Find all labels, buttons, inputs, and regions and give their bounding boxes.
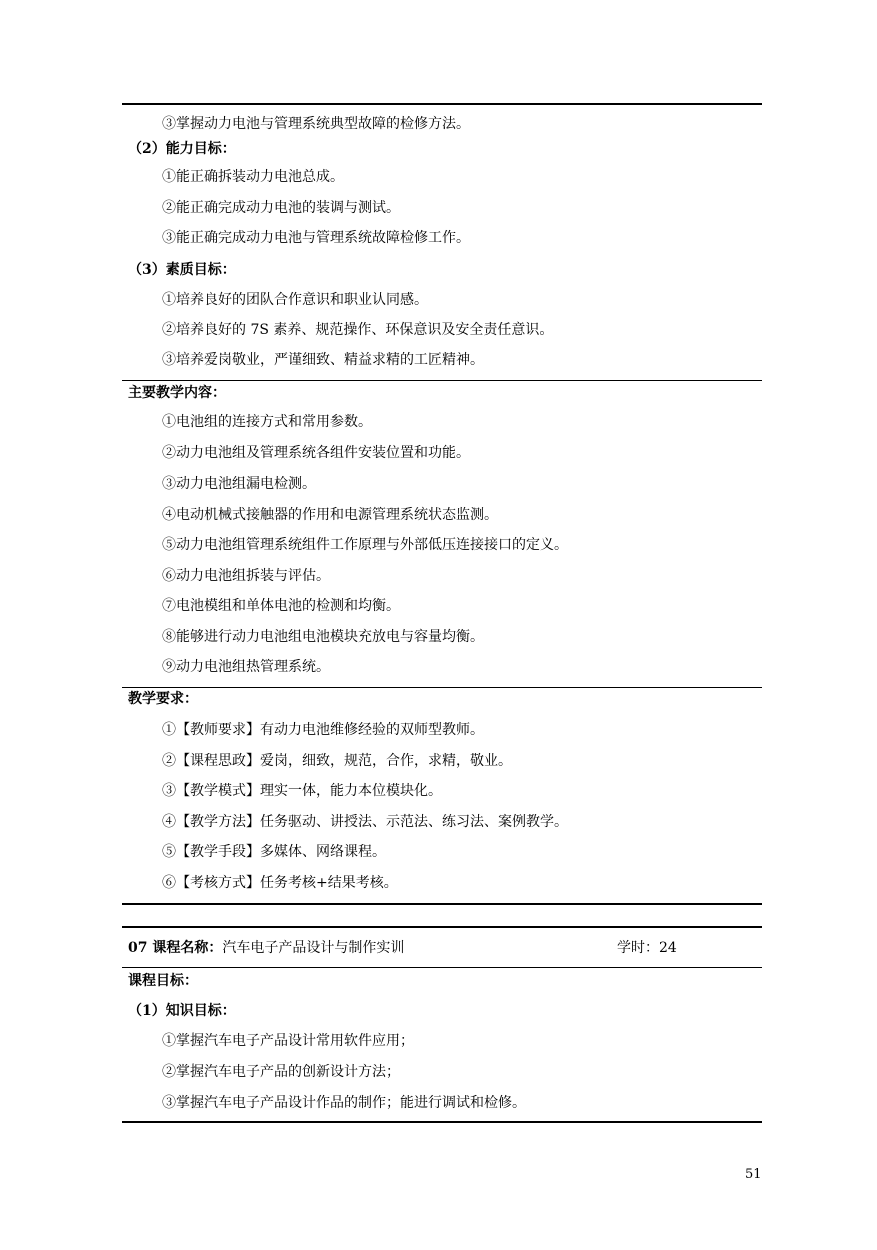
section-rule bbox=[122, 967, 762, 968]
requirement-item: ③【教学模式】理实一体，能力本位模块化。 bbox=[162, 783, 442, 799]
content-item: ⑨动力电池组热管理系统。 bbox=[162, 659, 330, 675]
content-item: ⑦电池模组和单体电池的检测和均衡。 bbox=[162, 598, 400, 614]
content-item: ②动力电池组及管理系统各组件安装位置和功能。 bbox=[162, 445, 470, 461]
knowledge-item: ③掌握汽车电子产品设计作品的制作；能进行调试和检修。 bbox=[162, 1095, 526, 1111]
content-heading: 主要教学内容： bbox=[128, 385, 226, 401]
requirements-heading: 教学要求： bbox=[128, 691, 198, 707]
course-hours-label: 学时： bbox=[617, 940, 659, 956]
course-name-label: 07 课程名称： bbox=[128, 940, 223, 956]
course-hours bbox=[617, 938, 677, 958]
course-goal-heading: 课程目标： bbox=[128, 973, 198, 989]
course-name-value: 汽车电子产品设计与制作实训 bbox=[222, 940, 405, 956]
knowledge-item: ②掌握汽车电子产品的创新设计方法； bbox=[162, 1064, 400, 1080]
knowledge-item: ③掌握动力电池与管理系统典型故障的检修方法。 bbox=[162, 116, 470, 132]
ability-item: ①能正确拆装动力电池总成。 bbox=[162, 169, 344, 185]
section-rule bbox=[122, 687, 762, 688]
requirement-item: ⑤【教学手段】多媒体、网络课程。 bbox=[162, 844, 386, 860]
requirement-item: ①【教师要求】有动力电池维修经验的双师型教师。 bbox=[162, 722, 484, 738]
content-item: ④电动机械式接触器的作用和电源管理系统状态监测。 bbox=[162, 507, 498, 523]
table-end-rule bbox=[122, 903, 762, 905]
ability-item: ②能正确完成动力电池的装调与测试。 bbox=[162, 200, 400, 216]
content-item: ③动力电池组漏电检测。 bbox=[162, 476, 316, 492]
bottom-double-rule bbox=[122, 1121, 762, 1123]
top-double-rule bbox=[122, 103, 762, 105]
quality-item: ③培养爱岗敬业，严谨细致、精益求精的工匠精神。 bbox=[162, 352, 484, 368]
content-item: ①电池组的连接方式和常用参数。 bbox=[162, 414, 372, 430]
quality-item: ①培养良好的团队合作意识和职业认同感。 bbox=[162, 292, 428, 308]
course-name-row bbox=[128, 938, 404, 958]
ability-item: ③能正确完成动力电池与管理系统故障检修工作。 bbox=[162, 230, 470, 246]
requirement-item: ②【课程思政】爱岗，细致，规范，合作，求精，敬业。 bbox=[162, 753, 512, 769]
page-number: 51 bbox=[745, 1167, 762, 1182]
quality-item: ②培养良好的 7S 素养、规范操作、环保意识及安全责任意识。 bbox=[162, 322, 554, 338]
course-hours-value: 24 bbox=[659, 940, 677, 956]
knowledge-item: ①掌握汽车电子产品设计常用软件应用； bbox=[162, 1033, 414, 1049]
content-item: ⑤动力电池组管理系统组件工作原理与外部低压连接接口的定义。 bbox=[162, 537, 568, 553]
content-item: ⑥动力电池组拆装与评估。 bbox=[162, 568, 330, 584]
content-item: ⑧能够进行动力电池组电池模块充放电与容量均衡。 bbox=[162, 629, 484, 645]
ability-heading: （2）能力目标： bbox=[128, 141, 236, 157]
requirement-item: ⑥【考核方式】任务考核+结果考核。 bbox=[162, 875, 398, 891]
table-start-rule bbox=[122, 926, 762, 928]
section-rule bbox=[122, 380, 762, 381]
quality-heading: （3）素质目标： bbox=[128, 262, 236, 278]
requirement-item: ④【教学方法】任务驱动、讲授法、示范法、练习法、案例教学。 bbox=[162, 814, 568, 830]
knowledge-heading: （1）知识目标： bbox=[128, 1003, 236, 1019]
